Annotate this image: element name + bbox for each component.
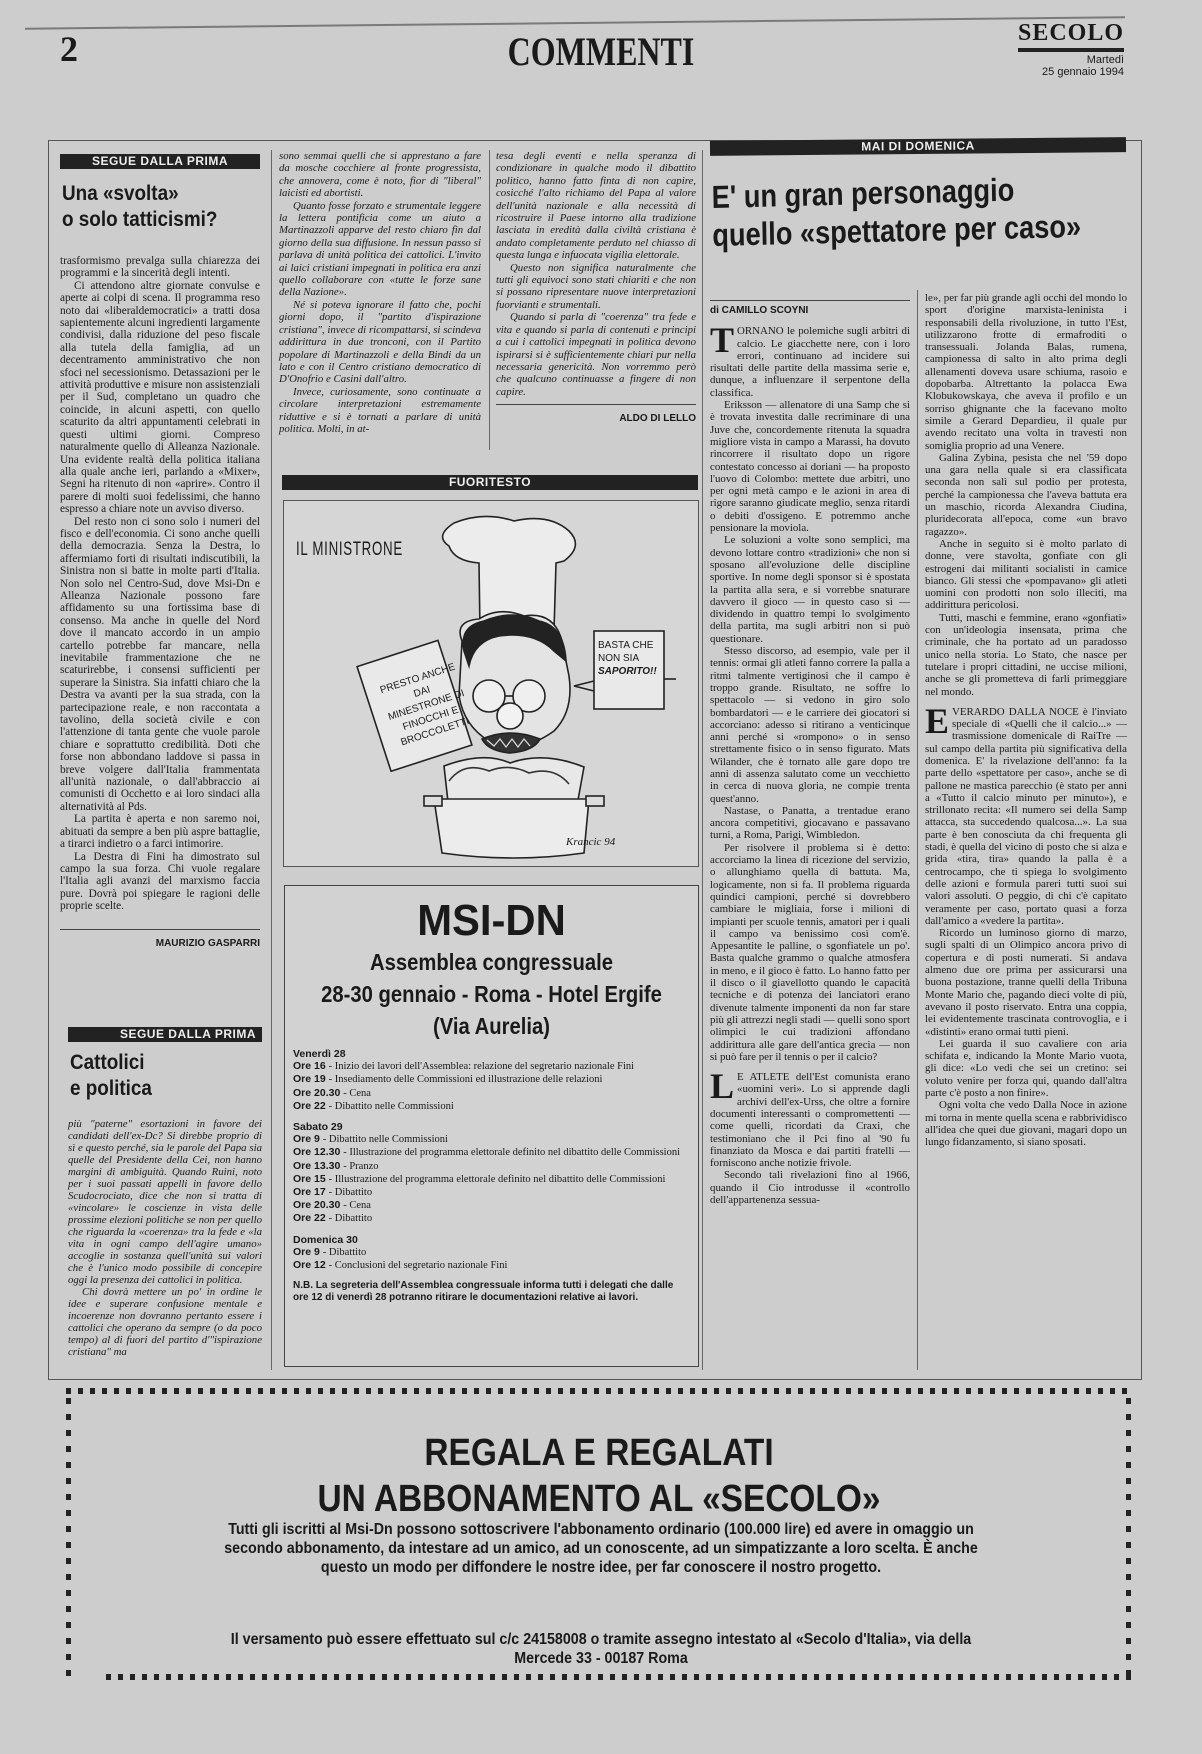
schedule-row: [293, 1259, 690, 1272]
schedule-day: Sabato 29: [293, 1121, 343, 1134]
logo-bar: [1018, 48, 1124, 52]
masthead: [1018, 20, 1124, 78]
paragraph: [925, 700, 1127, 927]
paragraph: Anche in seguito si è molto parlato di donne, vere stavolta, gonfiate con gli estrogeni dai militanti socialisti in camice bianco. Gli stessi che «pompavano» gli atleti uomini con prodotti non solo illeciti, ma addirittura pericolosi.: [925, 537, 1127, 612]
schedule-row: [293, 1087, 690, 1100]
time: Ore 16: [293, 1060, 326, 1073]
desc: - Illustrazione del programma elettorale definito nel dibattito delle Commissioni: [343, 1147, 681, 1159]
title-line: REGALA E REGALATI: [424, 1432, 774, 1474]
desc: - Dibattito: [322, 1246, 367, 1258]
time: Ore 15: [293, 1172, 326, 1185]
time: Ore 13.30: [293, 1159, 341, 1172]
desc: - Cena: [343, 1200, 371, 1212]
issue-day: Martedì: [1086, 54, 1124, 66]
schedule-day: Domenica 30: [293, 1233, 358, 1246]
paragraph: Galina Zybina, pesista che nel '59 dopo una gara nella quale si era classificata seconda non salì sul podio per protesta, perché la campionessa che l'aveva battuta era un maschio, ricorda Alexandra Ciudina, pluridecorata all'epoca, come «un bravo ragazzo».: [925, 451, 1127, 538]
paragraph: Lei guarda il suo cavaliere con aria schifata e, indicando la Monte Mario vuota, gli dice: «Lo vedi che sei un cretino: sei voluto venire per forza qui, quando dall'altra parte c'è posto a non finire».: [925, 1037, 1127, 1099]
headline: [70, 1050, 243, 1102]
time: Ore 20.30: [293, 1086, 341, 1099]
schedule: [285, 1042, 698, 1305]
article3-headline: [711, 168, 1120, 254]
article-cattolici-col2: [279, 150, 481, 435]
article3-col2: [925, 292, 1127, 1148]
byline: ALDO DI LELLO: [496, 404, 696, 425]
schedule-row: [293, 1160, 690, 1173]
ad-subtitle: Assemblea congressuale: [369, 949, 613, 975]
paragraph: Né si poteva ignorare il fatto che, pochi giorni dopo, il "partito d'ispirazione cristiana", invece di ricompattarsi, si scindeva addirittura in due tronconi, con il Partito popolare di Martinazzoli e della Bindi da un lato e con il Centro cristiano democratico di D'Onofrio e Casini dall'altro.: [279, 298, 481, 386]
title-line: UN ABBONAMENTO AL «SECOLO»: [317, 1478, 881, 1520]
schedule-row: [293, 1073, 690, 1086]
dropcap: E: [925, 700, 950, 741]
headline-line: Cattolici: [70, 1051, 145, 1074]
time: Ore 12.30: [293, 1146, 341, 1159]
desc: - Inizio dei lavori dell'Assemblea: relazione del segretario nazionale Fini: [328, 1061, 635, 1073]
column-rule: [702, 150, 703, 1370]
article3-kicker: MAI DI DOMENICA: [710, 137, 1126, 156]
dashed-border-right: [1126, 1398, 1131, 1678]
time: Ore 19: [293, 1073, 326, 1086]
paragraph: Ogni volta che vedo Dalla Noce in azione mi torna in mente quella scena e rabbrividisco all'idea che quei due giovani, magari dopo un lungo fidanzamento, si siano sposati.: [925, 1099, 1127, 1149]
ad-dates: 28-30 gennaio - Roma - Hotel Ergife: [321, 981, 662, 1007]
article-cattolici-col3: [496, 150, 696, 426]
promo-payment: Il versamento può essere effettuato sul c/c 24158008 o tramite assegno intestato al «Secolo d'Italia», via della Mercede 33 - 00187 Roma: [230, 1631, 972, 1667]
article-svolta: [60, 154, 260, 950]
paragraph: le», per far più grande agli occhi del mondo lo sport d'origine marxista-leninista i responsabili della rivoluzione, in tutto l'Est, utilizzarono frotte di ermafroditi o transessuali. Jolanda Balas, rumena, campionessa di salto in alto prima degli allenamenti doveva usare schiuma, rasoio e dopobarba. Altrettanto la polacca Ewa Klobukowskaya, che aveva il profilo e un sorriso ghignante che la facevano molto simile a Gerard Depardieu, il quale pur avendo recitato una volta in travesti non somiglia proprio ad una Venere.: [925, 292, 1128, 452]
paragraph: [710, 320, 910, 399]
chef-illustration: [284, 501, 698, 866]
time: Ore 17: [293, 1186, 326, 1199]
paragraph: sono semmai quelli che si apprestano a fare da mosche cocchiere al fronte progressista, che annovera, come è noto, fior di "liberal" laicisti ed abortisti.: [279, 150, 481, 200]
time: Ore 20.30: [293, 1199, 341, 1212]
dashed-border-top: [66, 1388, 1132, 1394]
page-number: 2: [60, 29, 78, 69]
article-cattolici: [68, 1027, 262, 1358]
time: Ore 9: [293, 1133, 320, 1146]
desc: - Conclusioni del segretario nazionale Fini: [328, 1260, 508, 1272]
desc: - Cena: [343, 1087, 371, 1099]
desc: - Insediamento delle Commissioni ed illustrazione delle relazioni: [328, 1074, 603, 1086]
desc: - Pranzo: [343, 1160, 379, 1172]
cartoon: [283, 500, 699, 867]
schedule-row: [293, 1246, 690, 1259]
speech-bubble: [598, 639, 662, 678]
ad-title: MSI-DN: [417, 896, 566, 945]
paragraph: Questo non significa naturalmente che tutti gli equivoci sono stati chiariti e che non si possano ripresentare nuove interpretazioni fuorvianti e strumentali.: [496, 261, 696, 311]
paragraph: Tutti, maschi e femmine, erano «gonfiati» con un'ideologia insensata, prima che criminale, che ha portato ad un paradosso unico nella storia. Lo Stato, che nasce per tutelare i propri cittadini, ne uccise milioni, anche se gli prometteva di farli primeggiare nel mondo.: [925, 611, 1127, 698]
lead-text: ORNANO le polemiche sugli arbitri di calcio. Le giacchette nere, con i loro errori, continuano ad incidere sui risultati delle partite della massima serie e, dunque, a influenzare il serpentone della classifica.: [710, 325, 910, 399]
cartoon-kicker: FUORITESTO: [282, 475, 698, 490]
paragraph: Invece, curiosamente, sono continuate a circolare interpretazioni estremamente riduttive e si è tornati a parlare di unità politica. Molti, in at-: [279, 385, 481, 435]
bubble-text: BASTA CHE NON SIA: [598, 640, 654, 664]
paragraph: Del resto non ci sono solo i numeri del fisco e dell'economia. Ci sono anche quelli della democrazia. Senza la Destra, lo affermiamo forti di risultati indiscutibili, la Sinistra non si batte in molte parti d'Italia. Non solo nel Centro-Sud, dove Msi-Dn e Alleanza Nazionale possono fare affidamento su una fortissima base di consenso. Ma anche in quelle del Nord dove il mancato accordo in un ampio cartello potrebbe far mancare, nella inevitabile frammentazione che ne scaturirebbe, i consensi sufficienti per superare la Sinistra. Sia infatti chiaro che la Destra va avanti per la sua strada, con la partecipazione reale, e non raccontata a tavolino, della società civile e con l'attenzione di tanta gente che vuole parole chiare e soprattutto credibilità. Doti che forse non abbondano laddove si passa in breve volgere dall'Italia frammentata all'unità nazionale, o dall'abbraccio ai comunisti di Occhetto e ai loro sindaci alla alternatività al Pds.: [60, 515, 260, 813]
dropcap: T: [710, 320, 735, 361]
paragraph: tesa degli eventi e nella speranza di condizionare in qualche modo il dibattito politico, hanno fatto finta di non capire, cosicché l'alto richiamo del Papa al valore dell'unità nazionale e alla necessità di ricostruire il Paese intorno alla tradizione lasciata in eredità dalla civiltà cristiana è andato completamente perduto nel chiasso di questa lunga e infuocata vigilia elettorale.: [496, 150, 696, 262]
schedule-day: Venerdì 28: [293, 1048, 346, 1060]
headline-line: Una «svolta»: [62, 182, 179, 205]
paragraph: Eriksson — allenatore di una Samp che si è trovata investita dalle recriminare di una Juve che, concordemente ritenuta la squadra migliore vista in campo a Marassi, ha dovuto rincorrere il risultato dopo un rigore contestato concesso ai doriani — ha proposto l'uovo di Colombo: mettete due arbitri, uno per ogni metà campo e le azioni in area di rigore saranno giudicate meglio, senza ritardi o debiti d'ossigeno. E potremmo anche pensionare la moviola.: [710, 399, 910, 535]
desc: - Dibattito: [328, 1213, 373, 1225]
schedule-row: [293, 1173, 690, 1186]
schedule-row: [293, 1199, 690, 1212]
paragraph: Ci attendono altre giornate convulse e aperte ai colpi di scena. Il programma reso noto dai «liberaldemocratici» a tratti dosa sapientemente alcuni ingredienti largamente condivisi, dalla riduzione del peso fiscale alla tutela della famiglia, ad un decentramento amministrativo che non sfoci nel secessionismo. Detassazioni per le attività produttive e misure non assistenziali per il Sud, completano un quadro che coincide, in alcuni aspetti, con quello scaturito da altri appuntamenti celebrati in questi ultimi giorni. Compreso naturalmente quello di Alleanza Nazionale. Una evidente realtà della politica italiana alla quale anche ieri, parlando a «Mixer», Segni ha ritenuto di non «aprire». Contro il parere di molti suoi fedelissimi, che hanno espresso a chiare note un avviso diverso.: [60, 279, 260, 516]
paragraph: Chi dovrà mettere un po' in ordine le idee e superare confusione mentale e incoerenze non dovranno pertanto essere i cattolici che operano da sempre (o da poco tempo) al di fuori del partito d'"ispirazione cristiana" ma: [68, 1286, 262, 1358]
issue-date: 25 gennaio 1994: [1042, 66, 1124, 78]
schedule-row: [293, 1060, 690, 1073]
headline-line: quello «spettatore per caso»: [712, 207, 1082, 253]
paragraph: trasformismo prevalga sulla chiarezza dei programmi e la sincerità degli intenti.: [60, 255, 260, 280]
headline-line: E' un gran personaggio: [711, 171, 1015, 216]
kicker: SEGUE DALLA PRIMA: [68, 1027, 262, 1042]
paragraph: Nastase, o Panatta, a trentadue erano ancora competitivi, giocavano e passavano turni, a Roma, Parigi, Wimbledon.: [710, 804, 910, 842]
bubble-text: SAPORITO!!: [598, 666, 657, 677]
dashed-border-left: [66, 1398, 71, 1678]
assembly-announcement: [284, 885, 699, 1367]
cartoon-title: IL MINISTRONE: [296, 539, 403, 560]
dropcap: L: [710, 1066, 735, 1107]
dashed-border-bottom: [106, 1674, 1132, 1680]
paragraph: Quanto fosse forzato e strumentale leggere la lettera pontificia come un aiuto a Martinazzoli apparve del resto chiaro fin dal giorno della sua diffusione. In nessun passo si parlava di unità politica dei cattolici. L'invito ai laici cristiani impegnati in politica era anzi quello collaborare con «tutte le forze sane della Nazione».: [279, 199, 481, 299]
schedule-row: [293, 1100, 690, 1113]
schedule-row: [293, 1212, 690, 1225]
paragraph: Per risolvere il problema si è detto: accorciamo la linea di ricezione del servizio, o allunghiamo quella di battuta. Ma, logicamente, non si fa. Il problema riguarda quindici campioni, perché si dovrebbero cambiare le migliaia, forse i milioni di impianti per scuole tennis, amatori per i quali il campo va benissimo così com'è. Appesantite le palline, o sgonfiatele un po'. Basta qualche grammo o qualche atmosfera in meno, e il gioco è fatto. Lo hanno fatto per il disco o il giavellotto quando le capacità tecniche e di potenza dei lanciatori erano divenute talmente imponenti da non far stare più gli attrezzi negli stadi — quelli sono sport olimpici le cui tradizioni affondano addirittura alle gare dell'antica grecia — non si può fare per il tennis o per il calcio?: [710, 841, 910, 1063]
newspaper-logo: SECOLO: [1017, 20, 1124, 46]
column-rule: [489, 150, 490, 450]
desc: - Dibattito nelle Commissioni: [322, 1134, 448, 1146]
lead-text: E ATLETE dell'Est comunista erano «uomini veri». Lo si apprende dagli archivi dell'ex-Urss, che oltre a fornire documenti interessanti o compromettenti — come quelli, ricordati da Craxi, che testimoniano che il Pci fino al '90 fu finanziato da Mosca e dai partiti fratelli — forniscono anche notizie frivole.: [710, 1071, 910, 1170]
time: Ore 22: [293, 1099, 326, 1112]
desc: - Illustrazione del programma elettorale definito nel dibattito delle Commissioni: [328, 1173, 666, 1185]
desc: - Dibattito: [328, 1187, 373, 1199]
time: Ore 12: [293, 1259, 326, 1272]
paragraph: Secondo tali rivelazioni fino al 1966, quando il Cio introdusse il «controllo dell'appartenenza sessua-: [710, 1169, 910, 1207]
paragraph: La Destra di Fini ha dimostrato sul campo la sua forza. Chi vuole regalare l'Italia agli avanzi del marxismo faccia pure. Dovrà poi spiegare le ragioni delle proprie scelte.: [60, 850, 260, 913]
article3-col1: [710, 300, 910, 1206]
subscription-promo: [66, 1388, 1132, 1680]
column-rule: [917, 290, 918, 1370]
byline: di CAMILLO SCOYNI: [710, 300, 910, 317]
schedule-row: [293, 1133, 690, 1146]
paragraph: La partita è aperta e non saremo noi, abituati da sempre a ben più aspre battaglie, a tirarci indietro o a farci intimorire.: [60, 813, 260, 851]
paragraph: [710, 1066, 910, 1170]
sign-text: PRESTO ANCHE DAI MINESTRONE DI FINOCCHI E BROCCOLETTI: [378, 661, 471, 749]
time: Ore 9: [293, 1245, 320, 1258]
kicker: SEGUE DALLA PRIMA: [60, 154, 260, 169]
cartoonist-signature: Krancic 94: [566, 836, 616, 848]
headline-line: e politica: [70, 1077, 152, 1100]
promo-title: [130, 1430, 1068, 1522]
headline-line: o solo tatticismi?: [62, 208, 218, 231]
schedule-row: [293, 1186, 690, 1199]
desc: - Dibattito nelle Commissioni: [328, 1100, 454, 1112]
paragraph: Le soluzioni a volte sono semplici, ma devono lottare contro «tradizioni» che non si sposano all'evoluzione delle discipline sportive. In nome degli sponsor si è spostata la partita alla sera, e si vorrebbe snaturare davvero il gioco — in questo caso sì — dividendo in quattro tempi lo svolgimento della partita, ma sugli arbitri non si può questionare.: [710, 534, 910, 645]
byline: MAURIZIO GASPARRI: [60, 929, 260, 950]
note: N.B. La segreteria dell'Assemblea congressuale informa tutti i delegati che dalle ore 12 di venerdì 28 potranno ritirare le documentazioni relative ai lavori.: [293, 1280, 674, 1304]
schedule-row: [293, 1146, 690, 1159]
time: Ore 22: [293, 1212, 326, 1225]
paragraph: Stesso discorso, ad esempio, vale per il tennis: ormai gli atleti fanno correre la palla a ritmi talmente vertiginosi che il campo è troppo grande. Risultato, ne soffre lo spettacolo — si vedono in giro solo bombardatori — e le carriere dei giocatori si accorciano: adesso si ritirano a venticinque anni perché si «rompono» o in senso strettamente fisico o in senso figurato. Mats Wilander, che è tornato alle gare dopo tre anni di assenza salutato come un vecchietto in cerca di nuova gloria, ne compie trenta quest'anno.: [710, 645, 910, 805]
section-title: COMMENTI: [507, 29, 695, 74]
headline: [62, 181, 240, 233]
promo-body: Tutti gli iscritti al Msi-Dn possono sottoscrivere l'abbonamento ordinario (100.000 lire) ed avere in omaggio un secondo abbonamento, da intestare ad un amico, ad un conoscente, ad un simpatizzante a loro scelta. È anche questo un modo per diffondere le nostre idee, per far conoscere il nostro progetto.: [224, 1521, 978, 1576]
lead-text: VERARDO DALLA NOCE è l'inviato speciale di «Quelli che il calcio...» — trasmissione domenicale di RaiTre — sul campo della partita più significativa della domenica. E' la rivelazione dell'anno: fa la parte dello «spettatore per caso», anche se di pallone ne mastica parecchio (è stato per anni a «Tutto il calcio minuto per minuto»), e strillonato recita: «Il numero sei della Samp attacca, sta succedendo qualcosa...». La sua parte è ben conosciuta da chi frequenta gli stadi, è quella del vicino di posto che si alza e grida «tira, tira» quando la palla è a centrocampo, che ti spiega lo svolgimento delle azioni e formula pareri tutti suoi sui valori assoluti. O peggio, di chi c'è capitato veramente per caso, portato quasi a forza dall'amico a «vedere la partita».: [925, 705, 1127, 927]
paragraph: più "paterne" esortazioni in favore dei candidati dell'ex-Dc? Si direbbe proprio di sì e questo perché, sia le parole del Papa sia quelle del Presidente della Cei, non hanno margini di ambiguità. Quando Ruini, noto per i suoi passati appelli in favore dello Scudocrociato, dice che non si tratta di «vincolare» le coscienze in vista delle prossime elezioni politiche se non per quello che riguarda la «coerenza» tra la fede e «la vita in ogni campo dell'agire umano» accoglie in sostanza quell'unità sui valori che è l'unico modo possibile di concepire oggi la presenza dei cattolici in politica.: [68, 1118, 262, 1286]
paragraph: Ricordo un luminoso giorno di marzo, sugli spalti di un Olimpico ancora privo di copertura e di posti numerati. Si andava almeno due ore prima per assicurarsi una buona postazione, tranne quelli della Tribuna Monte Mario che, pagando dieci volte di più, avevano il posto riservato. Entra una coppia, lei evidentemente trascinata controvoglia, e i «distinti» erano ormai tutti pieni.: [925, 927, 1127, 1038]
ad-venue: (Via Aurelia): [433, 1013, 550, 1039]
column-rule: [271, 150, 272, 1370]
paragraph: Quando si parla di "coerenza" tra fede e vita e quando si parla di contenuti e principi a cui i cattolici impegnati in politica devono ispirarsi si è sufficientemente chiari pur nella necessaria genericità. Non vorremmo però che qualcuno continuasse a fingere di non capire.: [496, 311, 696, 398]
